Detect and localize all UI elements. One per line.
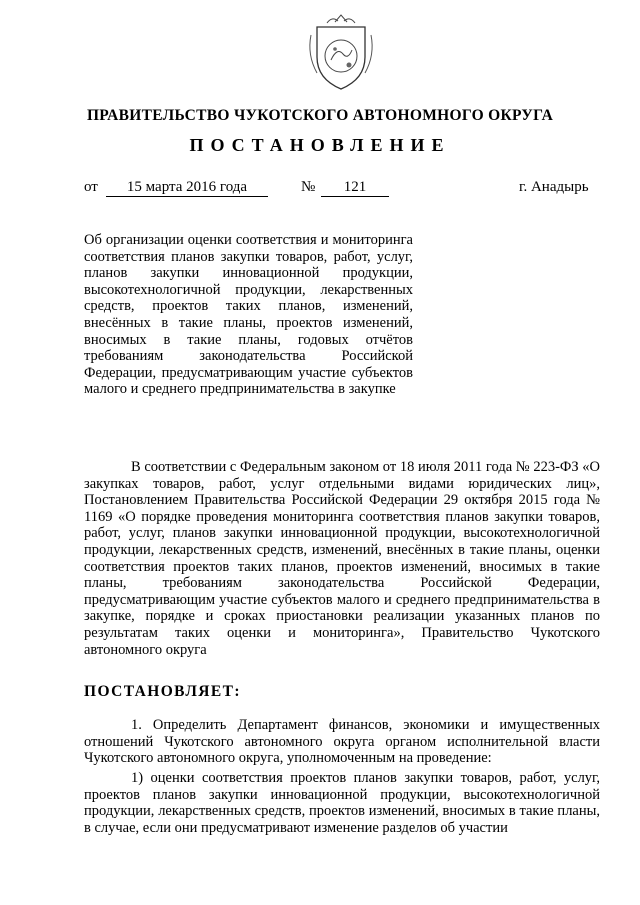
document-meta-row bbox=[84, 179, 604, 201]
number-sign: № bbox=[301, 179, 316, 195]
document-type-title: ПОСТАНОВЛЕНИЕ bbox=[189, 135, 451, 155]
clause-1-subitem-1: 1) оценки соответствия проектов планов закупки товаров, работ, услуг, проектов планов закупки инновационной продукции, высокотехнологичной продукции, лекарственных средств, проектов изменений, вносимых в такие планы, в случае, если они предусматривают изменение разделов об участии bbox=[84, 770, 600, 836]
decree-heading: ПОСТАНОВЛЯЕТ: bbox=[84, 683, 241, 700]
government-title: ПРАВИТЕЛЬСТВО ЧУКОТСКОГО АВТОНОМНОГО ОКРУГА bbox=[86, 107, 554, 124]
preamble-paragraph: В соответствии с Федеральным законом от 18 июля 2011 года № 223-ФЗ «О закупках товаров, работ, услуг отдельными видами юридических лиц», Постановлением Правительства Российской Федерации 29 октября 2015 года № 1169 «О порядке проведения мониторинга соответствия планов закупки товаров, работ, услуг, планов закупки инновационной продукции, высокотехнологичной продукции, лекарственных средств, изменений, внесённых в такие планы, оценки соответствия проектов таких планов, проектов изменений, вносимых в такие планы, требованиям законодательства Российской Федерации, предусматривающим участие субъектов малого и среднего предпринимательства в закупке, порядке и сроках приостановки реализации указанных планов по результатам таких оценки и мониторинга», Правительство Чукотского автономного округа bbox=[84, 459, 600, 658]
document-number: 121 bbox=[343, 179, 367, 195]
document-subject: Об организации оценки соответствия и мониторинга соответствия планов закупки товаров, работ, услуг, планов закупки инновационной продукции, высокотехнологичной продукции, лекарственных средств, проектов таких планов, изменений, внесённых в такие планы, проектов изменений, вносимых в такие планы, годовых отчётов требованиям законодательства Российской Федерации, предусматривающим участие субъектов малого и среднего предпринимательства в закупке bbox=[84, 232, 413, 398]
coat-of-arms-icon bbox=[305, 13, 377, 93]
date-prefix: от bbox=[84, 179, 98, 195]
clause-1: 1. Определить Департамент финансов, экономики и имущественных отношений Чукотского автономного округа органом исполнительной власти Чукотского автономного округа, уполномоченным на проведение: bbox=[84, 717, 600, 767]
document-date: 15 марта 2016 года bbox=[126, 179, 248, 195]
document-city: г. Анадырь bbox=[519, 179, 589, 195]
